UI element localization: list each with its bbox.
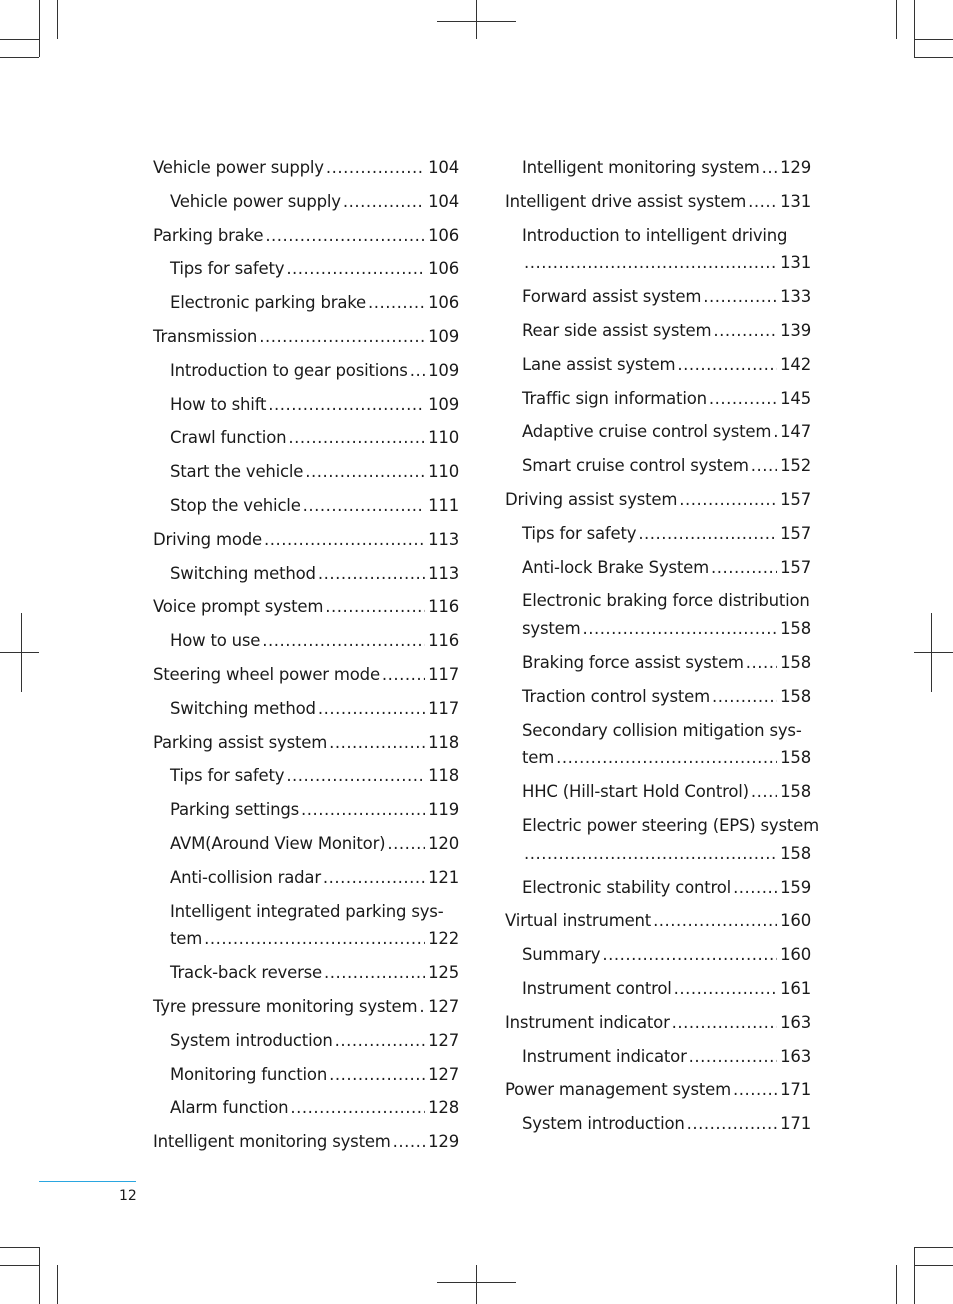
toc-entry-title: Virtual instrument (505, 911, 652, 931)
toc-entry[interactable] (153, 458, 459, 486)
toc-entry-page: 142 (780, 354, 811, 374)
dot-leader (264, 526, 425, 554)
toc-entry-page: 111 (428, 495, 459, 515)
dot-leader (689, 1043, 777, 1071)
dot-leader (393, 1128, 425, 1156)
dot-leader (748, 188, 777, 216)
toc-entry-page: 120 (428, 833, 459, 853)
toc-entry-title: Steering wheel power mode (153, 664, 380, 684)
toc-entry-title: Parking assist system (153, 732, 328, 752)
toc-entry-title: Instrument indicator (522, 1046, 687, 1066)
toc-entry[interactable] (153, 391, 459, 419)
toc-entry-title: Electronic braking force distribution (522, 591, 810, 611)
toc-entry-page: 106 (428, 259, 459, 279)
toc-entry[interactable] (505, 778, 811, 806)
toc-entry-title: Forward assist system (522, 287, 702, 307)
toc-entry[interactable] (153, 661, 459, 689)
toc-entry-title: Secondary collision mitigation sys- (522, 720, 802, 740)
dot-leader (290, 1094, 425, 1122)
toc-entry-title: Intelligent monitoring system (522, 158, 760, 177)
toc-entry[interactable] (505, 452, 811, 480)
toc-entry-title: Vehicle power supply (170, 191, 341, 211)
toc-entry-title: Electronic stability control (522, 877, 732, 897)
dot-leader (288, 424, 425, 452)
dot-leader (335, 1027, 425, 1055)
dot-leader (387, 830, 425, 858)
toc-entry-page: 118 (428, 732, 459, 752)
toc-entry-title: How to use (170, 631, 261, 651)
toc-entry-page: 163 (780, 1012, 811, 1032)
toc-entry-page: 158 (780, 686, 811, 706)
toc-entry-page: 158 (780, 619, 811, 639)
toc-entry-title: AVM(Around View Monitor) (170, 833, 386, 853)
dot-leader (329, 729, 425, 757)
toc-entry-page: 106 (428, 293, 459, 313)
toc-entry-title: Crawl function (170, 428, 287, 448)
toc-entry-title: Introduction to gear positions (170, 360, 408, 380)
toc-entry-page: 118 (428, 766, 459, 786)
toc-entry-title: HHC (Hill-start Hold Control) (522, 782, 749, 802)
toc-entry-title: Intelligent drive assist system (505, 191, 747, 211)
toc-entry[interactable] (505, 188, 811, 216)
dot-leader (262, 627, 425, 655)
toc-entry-title: Introduction to intelligent driving (522, 225, 788, 245)
toc-entry-page: 116 (428, 631, 459, 651)
toc-entry-page: 158 (780, 782, 811, 802)
toc-entry[interactable] (505, 554, 811, 582)
toc-entry-title: Switching method (170, 698, 316, 718)
toc-entry-page: 157 (780, 557, 811, 577)
dot-leader (677, 351, 777, 379)
toc-entry[interactable] (153, 1128, 459, 1156)
toc-entry[interactable] (505, 683, 811, 711)
toc-entry-title: Driving mode (153, 529, 262, 549)
dot-leader (762, 154, 777, 182)
toc-entry[interactable] (153, 1027, 459, 1055)
page-number: 12 (119, 1188, 137, 1204)
toc-entry-page: 131 (780, 253, 811, 273)
toc-entry-page: 163 (780, 1046, 811, 1066)
toc-entry-title: Adaptive cruise control system (522, 422, 772, 442)
toc-entry-page: 158 (780, 748, 811, 768)
toc-entry[interactable] (153, 898, 459, 954)
toc-entry-page: 145 (780, 388, 811, 408)
toc-entry-page: 158 (780, 843, 811, 863)
toc-entry-page: 158 (780, 652, 811, 672)
toc-entry-page: 117 (428, 664, 459, 684)
dot-leader (582, 615, 777, 643)
dot-leader (638, 520, 777, 548)
toc-entry-title: Rear side assist system (522, 320, 712, 340)
toc-entry[interactable] (153, 593, 459, 621)
dot-leader (286, 255, 425, 283)
toc-entry-page: 113 (428, 563, 459, 583)
toc-entry[interactable] (505, 317, 811, 345)
toc-entry[interactable] (153, 627, 459, 655)
toc-entry-page: 106 (428, 225, 459, 245)
dot-leader (382, 661, 425, 689)
dot-leader (325, 593, 425, 621)
toc-entry[interactable] (505, 385, 811, 413)
toc-entry[interactable] (505, 351, 811, 379)
toc-entry-page: 160 (780, 945, 811, 965)
toc-entry-page: 121 (428, 867, 459, 887)
toc-entry-title: Tyre pressure monitoring system (153, 996, 418, 1016)
dot-leader (733, 874, 777, 902)
toc-entry-title: Summary (522, 945, 601, 965)
dot-leader (672, 1009, 777, 1037)
toc-entry[interactable] (505, 1076, 811, 1104)
dot-leader (305, 458, 425, 486)
dot-leader (318, 695, 425, 723)
toc-entry-title: Stop the vehicle (170, 495, 301, 515)
dot-leader (303, 492, 425, 520)
toc-entry-title: System introduction (522, 1114, 685, 1134)
toc-entry-title: Voice prompt system (153, 597, 324, 617)
dot-leader (653, 907, 777, 935)
toc-entry-page: 127 (428, 1064, 459, 1084)
dot-leader (268, 391, 425, 419)
toc-entry[interactable] (153, 729, 459, 757)
toc-entry-page: 159 (780, 877, 811, 897)
toc-entry[interactable] (153, 959, 459, 987)
dot-leader (602, 941, 777, 969)
dot-leader (524, 840, 777, 868)
dot-leader (301, 796, 425, 824)
toc-entry[interactable] (153, 492, 459, 520)
dot-leader (323, 864, 425, 892)
dot-leader (204, 925, 425, 953)
toc-entry-page: 152 (780, 456, 811, 476)
dot-leader (265, 222, 425, 250)
toc-entry[interactable] (153, 188, 459, 216)
toc-entry[interactable] (153, 526, 459, 554)
dot-leader (746, 649, 777, 677)
toc-entry[interactable] (153, 154, 459, 182)
toc-entry-page: 171 (780, 1114, 811, 1134)
toc-entry[interactable] (153, 864, 459, 892)
toc-entry-title: Traction control system (522, 686, 710, 706)
toc-entry[interactable] (153, 695, 459, 723)
toc-entry-title: Transmission (153, 326, 258, 346)
toc-entry[interactable] (505, 812, 819, 868)
toc-entry-title: Driving assist system (505, 489, 678, 509)
toc-entry-title: Instrument control (522, 978, 672, 998)
toc-entry[interactable] (505, 717, 811, 773)
toc-entry[interactable] (153, 762, 459, 790)
toc-entry-page: 171 (780, 1080, 811, 1100)
dot-leader (326, 154, 425, 182)
toc-entry-page: 109 (428, 326, 459, 346)
dot-leader (419, 993, 425, 1021)
toc-entry-page: 117 (428, 698, 459, 718)
toc-entry-page: 116 (428, 597, 459, 617)
dot-leader (711, 554, 777, 582)
toc-entry-page: 127 (428, 996, 459, 1016)
toc-entry-title: Electric power steering (EPS) system (522, 815, 819, 835)
toc-entry-title: Intelligent monitoring system (153, 1132, 391, 1152)
toc-entry-page: 128 (428, 1098, 459, 1118)
dot-leader (713, 317, 777, 345)
toc-entry[interactable] (505, 520, 811, 548)
toc-entry-title: Vehicle power supply (153, 158, 324, 177)
dot-leader (318, 560, 425, 588)
toc-entry-page: 109 (428, 394, 459, 414)
dot-leader (329, 1061, 425, 1089)
toc-entry-title-continuation: tem (522, 748, 555, 768)
toc-entry-title: System introduction (170, 1030, 333, 1050)
dot-leader (773, 418, 777, 446)
dot-leader (712, 683, 777, 711)
toc-entry-title: Power management system (505, 1080, 731, 1100)
toc-entry-page: 125 (428, 963, 459, 983)
toc-entry[interactable] (505, 649, 811, 677)
toc-entry-page: 157 (780, 489, 811, 509)
dot-leader (733, 1076, 777, 1104)
toc-entry-page: 104 (428, 191, 459, 211)
toc-entry-page: 109 (428, 360, 459, 380)
toc-entry[interactable] (505, 486, 811, 514)
dot-leader (324, 959, 425, 987)
toc-entry-page: 129 (428, 1132, 459, 1152)
toc-left-column (153, 154, 459, 1162)
toc-entry[interactable] (505, 975, 811, 1003)
toc-entry[interactable] (505, 907, 811, 935)
dot-leader (410, 357, 425, 385)
toc-entry-page: 160 (780, 911, 811, 931)
toc-entry[interactable] (505, 1009, 811, 1037)
toc-entry-title: Alarm function (170, 1098, 289, 1118)
toc-entry[interactable] (153, 560, 459, 588)
toc-entry-page: 161 (780, 978, 811, 998)
toc-entry-title: Tips for safety (170, 259, 285, 279)
toc-entry-page: 127 (428, 1030, 459, 1050)
dot-leader (286, 762, 425, 790)
toc-entry-page: 147 (780, 422, 811, 442)
dot-leader (751, 452, 777, 480)
dot-leader (674, 975, 777, 1003)
toc-entry-page: 110 (428, 462, 459, 482)
toc-entry-page: 122 (428, 929, 459, 949)
toc-entry[interactable] (153, 357, 459, 385)
toc-entry[interactable] (153, 255, 459, 283)
toc-entry[interactable] (505, 418, 811, 446)
toc-entry-title: Monitoring function (170, 1064, 328, 1084)
toc-entry-page: 129 (780, 158, 811, 177)
dot-leader (556, 744, 777, 772)
toc-entry[interactable] (153, 289, 459, 317)
toc-entry[interactable] (505, 941, 811, 969)
toc-entry-title-continuation: system (522, 619, 581, 639)
dot-leader (343, 188, 425, 216)
toc-entry-title: Track-back reverse (170, 963, 323, 983)
toc-entry-title: Parking brake (153, 225, 264, 245)
toc-entry-page: 104 (428, 158, 459, 177)
toc-entry-title: Anti-lock Brake System (522, 557, 710, 577)
toc-entry[interactable] (153, 323, 459, 351)
toc-entry-title: Tips for safety (170, 766, 285, 786)
toc-entry[interactable] (153, 830, 459, 858)
toc-entry-title: Tips for safety (522, 523, 637, 543)
dot-leader (259, 323, 425, 351)
toc-entry-title: Smart cruise control system (522, 456, 749, 476)
toc-entry-page: 119 (428, 800, 459, 820)
footer-accent-rule (39, 1181, 136, 1182)
toc-entry-page: 139 (780, 320, 811, 340)
dot-leader (751, 778, 777, 806)
toc-entry-page: 110 (428, 428, 459, 448)
toc-entry[interactable] (153, 1094, 459, 1122)
toc-entry[interactable] (505, 587, 811, 643)
toc-entry-title-continuation: tem (170, 929, 203, 949)
toc-entry[interactable] (153, 424, 459, 452)
toc-entry[interactable] (505, 1043, 811, 1071)
toc-entry[interactable] (505, 222, 811, 278)
dot-leader (703, 283, 777, 311)
toc-entry-title: Instrument indicator (505, 1012, 670, 1032)
toc-entry-title: Intelligent integrated parking sys- (170, 901, 444, 921)
toc-entry-page: 133 (780, 287, 811, 307)
toc-entry-title: Parking settings (170, 800, 300, 820)
toc-entry[interactable] (505, 1110, 811, 1138)
toc-entry[interactable] (153, 993, 459, 1021)
toc-entry[interactable] (153, 1061, 459, 1089)
dot-leader (368, 289, 425, 317)
toc-entry-page: 131 (780, 191, 811, 211)
dot-leader (524, 249, 777, 277)
dot-leader (679, 486, 777, 514)
toc-entry-title: Switching method (170, 563, 316, 583)
toc-entry[interactable] (153, 796, 459, 824)
toc-entry-page: 113 (428, 529, 459, 549)
toc-entry-title: Braking force assist system (522, 652, 744, 672)
toc-entry-title: Anti-collision radar (170, 867, 321, 887)
toc-entry-title: Start the vehicle (170, 462, 304, 482)
toc-entry-title: Traffic sign information (522, 388, 707, 408)
toc-entry-title: How to shift (170, 394, 267, 414)
toc-entry[interactable] (505, 874, 811, 902)
dot-leader (687, 1110, 777, 1138)
toc-entry-page: 157 (780, 523, 811, 543)
toc-entry[interactable] (505, 154, 811, 182)
toc-entry-title: Lane assist system (522, 354, 676, 374)
toc-entry[interactable] (505, 283, 811, 311)
toc-right-column (505, 154, 819, 1144)
toc-entry[interactable] (153, 222, 459, 250)
toc-entry-title: Electronic parking brake (170, 293, 366, 313)
dot-leader (709, 385, 777, 413)
